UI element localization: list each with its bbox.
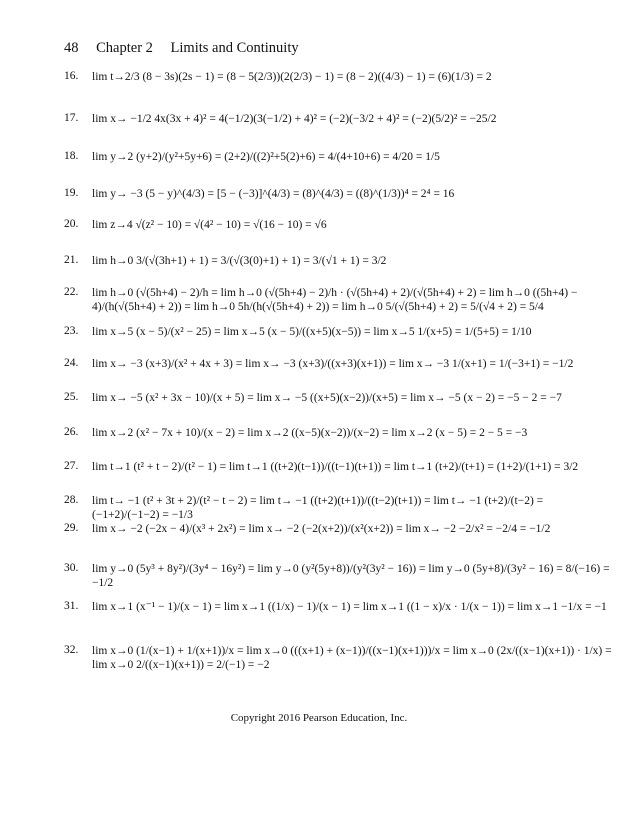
problem-solution: lim t→2/3 (8 − 3s)(2s − 1) = (8 − 5(2/3))(2(2/3) − 1) = (8 − 2)((4/3) − 1) = (6)(1/3) = 2	[92, 71, 492, 83]
chapter-title: Limits and Continuity	[170, 40, 299, 56]
problem-solution: lim z→4 √(z² − 10) = √(4² − 10) = √(16 − 10) = √6	[92, 219, 327, 231]
problem-16	[64, 70, 492, 84]
problem-28	[64, 494, 612, 523]
problem-number: 16.	[64, 70, 79, 82]
problem-number: 19.	[64, 187, 79, 199]
problem-solution: lim h→0 3/(√(3h+1) + 1) = 3/(√(3(0)+1) + 1) = 3/(√1 + 1) = 3/2	[92, 255, 387, 267]
problem-solution: lim x→ −1/2 4x(3x + 4)² = 4(−1/2)(3(−1/2) + 4)² = (−2)(−3/2 + 4)² = (−2)(5/2)² = −25/2	[92, 113, 497, 125]
problem-solution: lim x→0 (1/(x−1) + 1/(x+1))/x = lim x→0 (((x+1) + (x−1))/((x−1)(x+1)))/x = lim x→0 (2x/((x−1)(x+1)) · 1/x) = lim x→0 2/((x−1)(x+1)) = 2/(−1) = −2	[92, 645, 612, 672]
problem-22	[64, 286, 612, 315]
problem-30	[64, 562, 612, 591]
problem-23	[64, 325, 532, 339]
problem-solution: lim y→0 (5y³ + 8y²)/(3y⁴ − 16y²) = lim y→0 (y²(5y+8))/(y²(3y² − 16)) = lim y→0 (5y+8)/(3y² − 16) = 8/(−16) = −1/2	[92, 563, 610, 590]
problem-solution: lim x→5 (x − 5)/(x² − 25) = lim x→5 (x − 5)/((x+5)(x−5)) = lim x→5 1/(x+5) = 1/(5+5) = 1/10	[92, 326, 532, 338]
problem-20	[64, 218, 327, 232]
problem-number: 32.	[64, 644, 79, 656]
problem-26	[64, 426, 527, 440]
problem-solution: lim t→ −1 (t² + 3t + 2)/(t² − t − 2) = lim t→ −1 ((t+2)(t+1))/((t−2)(t+1)) = lim t→ −1 (t+2)/(t−2) = (−1+2)/(−1−2) = −1/3	[92, 495, 544, 522]
problem-number: 25.	[64, 391, 79, 403]
problem-number: 21.	[64, 254, 79, 266]
problem-solution: lim x→ −2 (−2x − 4)/(x³ + 2x²) = lim x→ −2 (−2(x+2))/(x²(x+2)) = lim x→ −2 −2/x² = −2/4 = −1/2	[92, 523, 551, 535]
problem-25	[64, 391, 562, 405]
problem-32	[64, 644, 612, 673]
problem-17	[64, 112, 497, 126]
problem-number: 29.	[64, 522, 79, 534]
page-number: 48	[64, 40, 79, 56]
chapter-label: Chapter 2	[96, 40, 153, 56]
problem-29	[64, 522, 550, 536]
problem-solution: lim x→1 (x⁻¹ − 1)/(x − 1) = lim x→1 ((1/x) − 1)/(x − 1) = lim x→1 ((1 − x)/x · 1/(x − 1)) = lim x→1 −1/x = −1	[92, 601, 607, 613]
problem-27	[64, 460, 578, 474]
problem-solution: lim x→2 (x² − 7x + 10)/(x − 2) = lim x→2 ((x−5)(x−2))/(x−2) = lim x→2 (x − 5) = 2 − 5 = −3	[92, 427, 528, 439]
copyright-footer: Copyright 2016 Pearson Education, Inc.	[230, 712, 408, 724]
problem-number: 28.	[64, 494, 79, 506]
problem-31	[64, 600, 607, 614]
problem-number: 24.	[64, 357, 79, 369]
problem-number: 27.	[64, 460, 79, 472]
problem-solution: lim x→ −3 (x+3)/(x² + 4x + 3) = lim x→ −3 (x+3)/((x+3)(x+1)) = lim x→ −3 1/(x+1) = 1/(−3+1) = −1/2	[92, 358, 574, 370]
problem-number: 30.	[64, 562, 79, 574]
page-header	[64, 40, 313, 57]
problem-solution: lim h→0 (√(5h+4) − 2)/h = lim h→0 (√(5h+4) − 2)/h · (√(5h+4) + 2)/(√(5h+4) + 2) = lim h→0 ((5h+4) − 4)/(h(√(5h+4) + 2)) = lim h→0 5h/(h(√(5h+4) + 2)) = lim h→0 5/(√(5h+4) + 2) = 5/(√4 + 2) = 5/4	[92, 287, 578, 314]
problem-solution: lim y→2 (y+2)/(y²+5y+6) = (2+2)/((2)²+5(2)+6) = 4/(4+10+6) = 4/20 = 1/5	[92, 151, 440, 163]
problem-19	[64, 187, 454, 201]
problem-number: 22.	[64, 286, 79, 298]
problem-number: 31.	[64, 600, 79, 612]
problem-number: 23.	[64, 325, 79, 337]
problem-number: 18.	[64, 150, 79, 162]
problem-number: 26.	[64, 426, 79, 438]
problem-18	[64, 150, 440, 164]
problem-number: 20.	[64, 218, 79, 230]
problem-solution: lim x→ −5 (x² + 3x − 10)/(x + 5) = lim x→ −5 ((x+5)(x−2))/(x+5) = lim x→ −5 (x − 2) = −5 − 2 = −7	[92, 392, 562, 404]
problem-solution: lim t→1 (t² + t − 2)/(t² − 1) = lim t→1 ((t+2)(t−1))/((t−1)(t+1)) = lim t→1 (t+2)/(t+1) = (1+2)/(1+1) = 3/2	[92, 461, 579, 473]
problem-21	[64, 254, 386, 268]
problem-number: 17.	[64, 112, 79, 124]
problem-solution: lim y→ −3 (5 − y)^(4/3) = [5 − (−3)]^(4/3) = (8)^(4/3) = ((8)^(1/3))⁴ = 2⁴ = 16	[92, 188, 455, 200]
problem-24	[64, 357, 573, 371]
